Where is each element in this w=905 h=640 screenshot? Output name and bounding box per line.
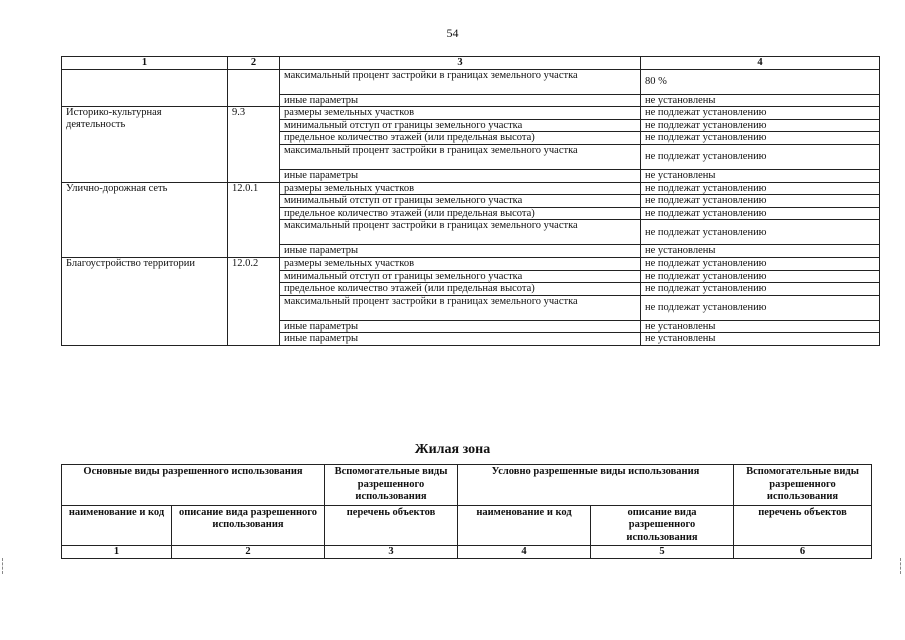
table-row [62,107,880,120]
col-objects-2: перечень объектов [734,505,872,546]
scan-edge-mark [2,558,4,574]
parameter-value: не установлены [641,333,880,346]
parameter-value: не подлежат установлению [641,295,880,320]
use-type-code: 12.0.1 [228,182,280,257]
group-conditional-uses: Условно разрешенные виды использования [458,465,734,506]
residential-zone-table [61,464,872,559]
parameter-value: 80 % [641,69,880,94]
parameter-name: иные параметры [280,169,641,182]
parameter-name: максимальный процент застройки в границах земельного участка [280,144,641,169]
use-type-name [62,69,228,107]
parameter-value: не установлены [641,245,880,258]
group-header-row [62,465,872,506]
parameter-name: максимальный процент застройки в границах земельного участка [280,295,641,320]
parameter-name: минимальный отступ от границы земельного участка [280,119,641,132]
group-main-uses: Основные виды разрешенного использования [62,465,325,506]
zoning-parameters-body [62,69,880,345]
col-description: описание вида разрешенного использования [172,505,325,546]
parameter-name: максимальный процент застройки в границах земельного участка [280,220,641,245]
column-number-row [62,546,872,559]
subheader-row [62,505,872,546]
column-number: 3 [280,57,641,70]
group-auxiliary-uses: Вспомогательные виды разрешенного использования [325,465,458,506]
column-number: 2 [172,546,325,559]
parameter-value: не подлежат установлению [641,207,880,220]
column-number: 3 [325,546,458,559]
parameter-value: не подлежат установлению [641,270,880,283]
scan-edge-mark [900,558,902,574]
section-title: Жилая зона [414,442,491,457]
table-row [62,69,880,94]
zoning-parameters-table [61,56,880,346]
parameter-name: предельное количество этажей (или предельная высота) [280,132,641,145]
group-auxiliary-uses-2: Вспомогательные виды разрешенного использования [734,465,872,506]
table-row [62,257,880,270]
parameter-value: не подлежат установлению [641,195,880,208]
parameter-value: не установлены [641,169,880,182]
column-number: 2 [228,57,280,70]
column-number-row [62,57,880,70]
parameter-name: иные параметры [280,333,641,346]
use-type-name: Благоустройство территории [62,257,228,345]
parameter-value: не подлежат установлению [641,144,880,169]
column-number: 5 [591,546,734,559]
parameter-name: иные параметры [280,245,641,258]
parameter-value: не подлежат установлению [641,220,880,245]
parameter-name: максимальный процент застройки в границах земельного участка [280,69,641,94]
parameter-name: минимальный отступ от границы земельного участка [280,195,641,208]
parameter-value: не подлежат установлению [641,283,880,296]
parameter-value: не установлены [641,320,880,333]
parameter-name: иные параметры [280,94,641,107]
column-number: 6 [734,546,872,559]
parameter-value: не подлежат установлению [641,132,880,145]
col-objects: перечень объектов [325,505,458,546]
column-number: 4 [458,546,591,559]
parameter-name: минимальный отступ от границы земельного участка [280,270,641,283]
col-name-code-2: наименование и код [458,505,591,546]
parameter-value: не установлены [641,94,880,107]
column-number: 1 [62,546,172,559]
column-number: 1 [62,57,228,70]
parameter-name: размеры земельных участков [280,257,641,270]
parameter-name: иные параметры [280,320,641,333]
col-name-code: наименование и код [62,505,172,546]
use-type-code: 12.0.2 [228,257,280,345]
parameter-value: не подлежат установлению [641,182,880,195]
parameter-name: размеры земельных участков [280,107,641,120]
parameter-name: предельное количество этажей (или предельная высота) [280,207,641,220]
parameter-value: не подлежат установлению [641,119,880,132]
use-type-name: Улично-дорожная сеть [62,182,228,257]
col-description-2: описание вида разрешенного использования [591,505,734,546]
use-type-code: 9.3 [228,107,280,182]
table-row [62,182,880,195]
parameter-name: предельное количество этажей (или предельная высота) [280,283,641,296]
parameter-value: не подлежат установлению [641,107,880,120]
page-number: 54 [446,26,459,40]
use-type-code [228,69,280,107]
column-number: 4 [641,57,880,70]
parameter-name: размеры земельных участков [280,182,641,195]
use-type-name: Историко-культурная деятельность [62,107,228,182]
parameter-value: не подлежат установлению [641,257,880,270]
